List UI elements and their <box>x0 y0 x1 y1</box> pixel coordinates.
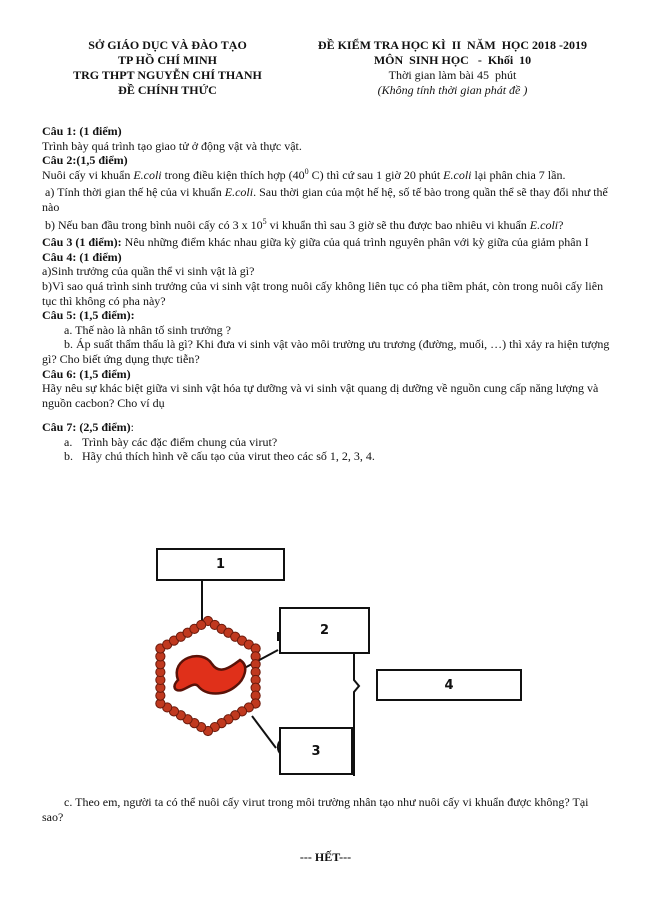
q2a-text: a) Tính thời gian thế hệ của vi khuẩn <box>42 185 225 200</box>
question-6-text: Hãy nêu sự khác biệt giữa vi sinh vật hóa tự dưỡng và vi sinh vật quang dị dưỡng về nguồn cung cấp năng lượng và nguồn cacbon? Cho ví dụ <box>42 381 599 410</box>
question-2-text <box>42 168 612 183</box>
question-1-title: Câu 1: (1 điểm) <box>42 124 122 138</box>
q2b-text: vi khuẩn thì sau 3 giờ sẽ thu được bao nhiêu vi khuẩn <box>266 217 530 232</box>
question-7-title: Câu 7: (2,5 điểm) <box>42 420 131 435</box>
question-7c <box>42 795 612 825</box>
question-5-title: Câu 5: (1,5 điểm): <box>42 308 135 323</box>
question-7-heading <box>42 420 612 435</box>
list-marker: b. <box>64 449 73 464</box>
question-5b-text: Áp suất thẩm thấu là gì? Khi đưa vi sinh vật vào môi trường ưu trương (đường, muối, …) thì xảy ra hiện tượng gì? Cho biết ứng dụng thực tiễn? <box>42 337 610 366</box>
question-7b <box>42 449 612 464</box>
department-name: SỞ GIÁO DỤC VÀ ĐÀO TẠO <box>88 38 247 52</box>
question-7b-text: Hãy chú thích hình vẽ cấu tạo của virut theo các số 1, 2, 3, 4. <box>82 449 375 464</box>
q2-text-part: trong điều kiện thích hợp (40 <box>161 167 305 182</box>
colon: : <box>130 420 135 435</box>
question-4b: b)Vì sao quá trình sinh trưởng của vi sinh vật trong nuôi cấy không liên tục có pha tiềm phát, còn trong nuôi cấy liên tục thì không có pha này? <box>42 278 604 308</box>
question-6-title: Câu 6: (1,5 điểm) <box>42 366 131 381</box>
superscript: 0 <box>304 166 309 176</box>
time-note: (Không tính thời gian phát đề ) <box>377 83 528 97</box>
question-5a <box>42 323 612 338</box>
school-header <box>45 38 290 98</box>
bracket-4 <box>354 648 359 776</box>
ecoli-term: E.coli <box>133 167 162 182</box>
question-4a: a)Sinh trưởng của quần thể vi sinh vật là gì? <box>42 264 255 279</box>
label-number: 2 <box>319 623 330 638</box>
ecoli-term: E.coli <box>224 185 254 200</box>
question-7a <box>42 435 612 450</box>
list-marker: a. <box>64 434 73 449</box>
question-5b <box>42 337 612 366</box>
school-name: TRG THPT NGUYỄN CHÍ THANH <box>73 68 262 82</box>
leader-line-3 <box>252 716 276 748</box>
label-box-2[interactable] <box>279 607 370 654</box>
q2b-text: b) Nếu ban đầu trong bình nuôi cấy có 3 x 10 <box>42 217 263 232</box>
q2-text-part: Nuôi cấy vi khuẩn <box>42 167 134 182</box>
exam-title: ĐỀ KIỂM TRA HỌC KÌ II NĂM HỌC 2018 -2019 <box>317 38 588 52</box>
question-7a-text: Trình bày các đặc điểm chung của virut? <box>82 434 278 449</box>
label-number: 4 <box>444 677 454 693</box>
subject-line: MÔN SINH HỌC - Khối 10 <box>373 53 532 67</box>
question-3 <box>42 235 612 250</box>
ecoli-term: E.coli <box>443 167 472 182</box>
exam-questions <box>42 124 612 464</box>
time-allowed: Thời gian làm bài 45 phút <box>388 68 517 82</box>
label-box-4[interactable] <box>376 669 522 701</box>
question-7c-text: c. Theo em, người ta có thể nuôi cấy virut trong môi trường nhân tạo như nuôi cấy vi khuẩn được không? Tại sao? <box>42 795 589 824</box>
list-marker: a. <box>64 322 73 337</box>
question-2b <box>42 218 612 233</box>
ecoli-term: E.coli <box>529 217 559 232</box>
q2b-text: ? <box>558 217 564 232</box>
question-3-title: Câu 3 (1 điểm): <box>42 235 122 250</box>
q2a-text: . Sau thời gian của một hế hệ, số tế bào trong quần thể sẽ thay đổi như thế nào <box>42 185 608 214</box>
list-marker: b. <box>64 337 73 352</box>
question-4-title: Câu 4: (1 điểm) <box>42 249 122 264</box>
question-2a <box>42 185 612 214</box>
city-name: TP HỒ CHÍ MINH <box>117 53 217 67</box>
genome-nucleic-acid <box>175 656 246 693</box>
official-exam-label: ĐỀ CHÍNH THỨC <box>118 83 217 97</box>
exam-header <box>300 38 605 98</box>
capsomere-bead <box>197 620 206 629</box>
label-number: 1 <box>215 557 226 572</box>
question-3-text: Nêu những điểm khác nhau giữa kỳ giữa của quá trình nguyên phân với kỳ giữa của giảm phân I <box>121 235 589 250</box>
question-5a-text: Thế nào là nhân tố sinh trưởng ? <box>72 322 231 337</box>
q2-text-part: lại phân chia 7 lần. <box>471 167 566 182</box>
question-2-title: Câu 2:(1,5 điểm) <box>42 153 128 168</box>
label-box-3[interactable] <box>279 727 353 775</box>
superscript: 5 <box>262 216 267 226</box>
label-number: 3 <box>311 743 321 759</box>
q2-text-part: C) thì cứ sau 1 giờ 20 phút <box>308 167 444 182</box>
end-marker: --- HẾT--- <box>299 850 352 864</box>
virus-structure-diagram <box>140 540 530 780</box>
label-box-1[interactable] <box>156 548 285 581</box>
question-1-text: Trình bày quá trình tạo giao tử ở động vật và thực vật. <box>42 138 302 153</box>
